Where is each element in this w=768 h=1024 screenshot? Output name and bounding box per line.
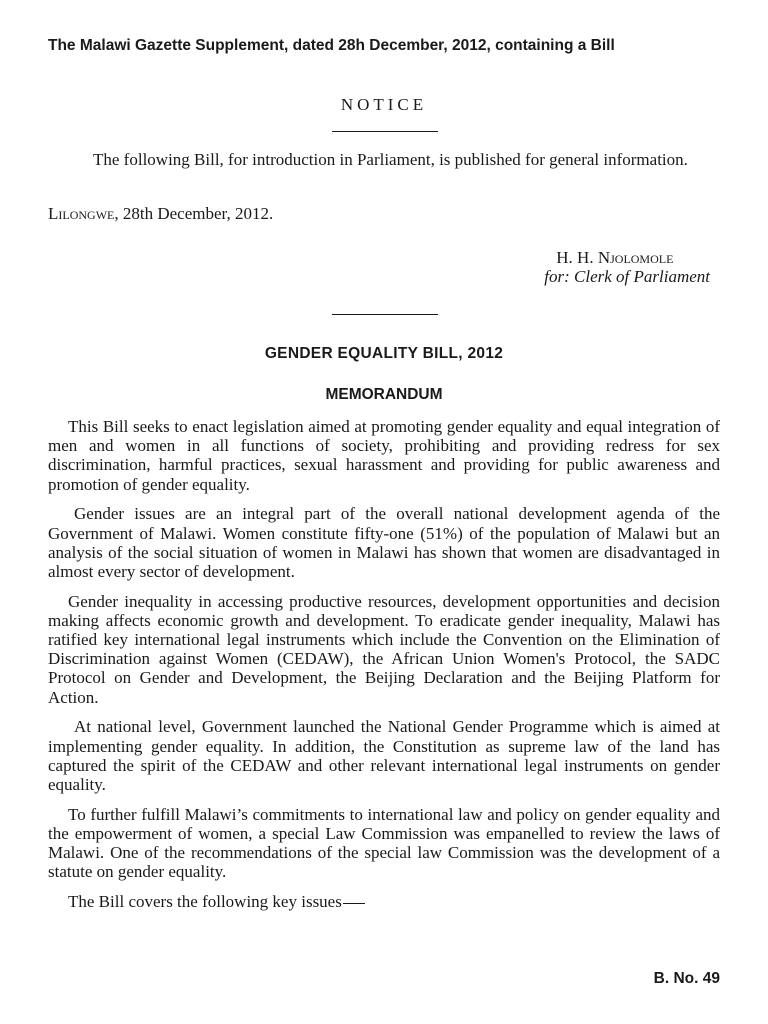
notice-body: The following Bill, for introduction in Parliament, is published for general information.: [93, 150, 688, 169]
section-divider: [332, 314, 438, 315]
em-dash-rule: [343, 903, 365, 904]
gazette-header: The Malawi Gazette Supplement, dated 28h December, 2012, containing a Bill: [48, 37, 615, 54]
memo-paragraph: Gender inequality in accessing productive resources, development opportunities and decision making affects economic growth and development. To eradicate gender inequality, Malawi has ratified key international legal instruments which include the Convention on the Elimination of Discrimination against Women (CEDAW), the African Union Women's Protocol, the SADC Protocol on Gender and Development, the Beijing Declaration and the Beijing Platform for Action.: [48, 591, 720, 707]
memo-paragraph-last: [48, 892, 720, 911]
memorandum-body: [48, 417, 720, 922]
signatory-name: [544, 248, 710, 267]
memo-paragraph: To further fulfill Malawi’s commitments to international law and policy on gender equality and the empowerment of women, a special Law Commission was empanelled to review the laws of Malawi. One of the recommendations of the special law Commission was the development of a statute on gender equality.: [48, 804, 720, 882]
date: , 28th December, 2012.: [114, 204, 274, 223]
signatory-initials: H. H.: [556, 248, 598, 267]
bill-number: B. No. 49: [653, 970, 720, 987]
notice-divider: [332, 131, 438, 132]
memo-paragraph: Gender issues are an integral part of the overall national development agenda of the Government of Malawi. Women constitute fifty-one (51%) of the population of Malawi but an analysis of the social situation of women in Malawi has shown that women are disadvantaged in almost every sector of development.: [48, 504, 720, 581]
signatory-block: [544, 248, 710, 286]
signatory-role: for: Clerk of Parliament: [544, 267, 710, 286]
key-issues-intro: The Bill covers the following key issues: [68, 891, 342, 911]
place: Lilongwe: [48, 204, 115, 223]
notice-title: NOTICE: [340, 95, 428, 114]
memo-paragraph: At national level, Government launched the National Gender Programme which is aimed at implementing gender equality. In addition, the Constitution as supreme law of the land has captured the spirit of the CEDAW and other relevant international legal instruments on gender equality.: [48, 717, 720, 794]
bill-title: GENDER EQUALITY BILL, 2012: [264, 345, 504, 362]
gazette-page: [48, 0, 720, 1024]
memo-paragraph: This Bill seeks to enact legislation aimed at promoting gender equality and equal integration of men and women in all functions of society, prohibiting and providing redress for sex discrimination, harmful practices, sexual harassment and providing for public awareness and promotion of gender equality.: [48, 417, 720, 494]
signatory-surname: Njolomole: [597, 248, 674, 267]
place-date: [48, 204, 273, 223]
memorandum-heading: MEMORANDUM: [325, 386, 443, 403]
